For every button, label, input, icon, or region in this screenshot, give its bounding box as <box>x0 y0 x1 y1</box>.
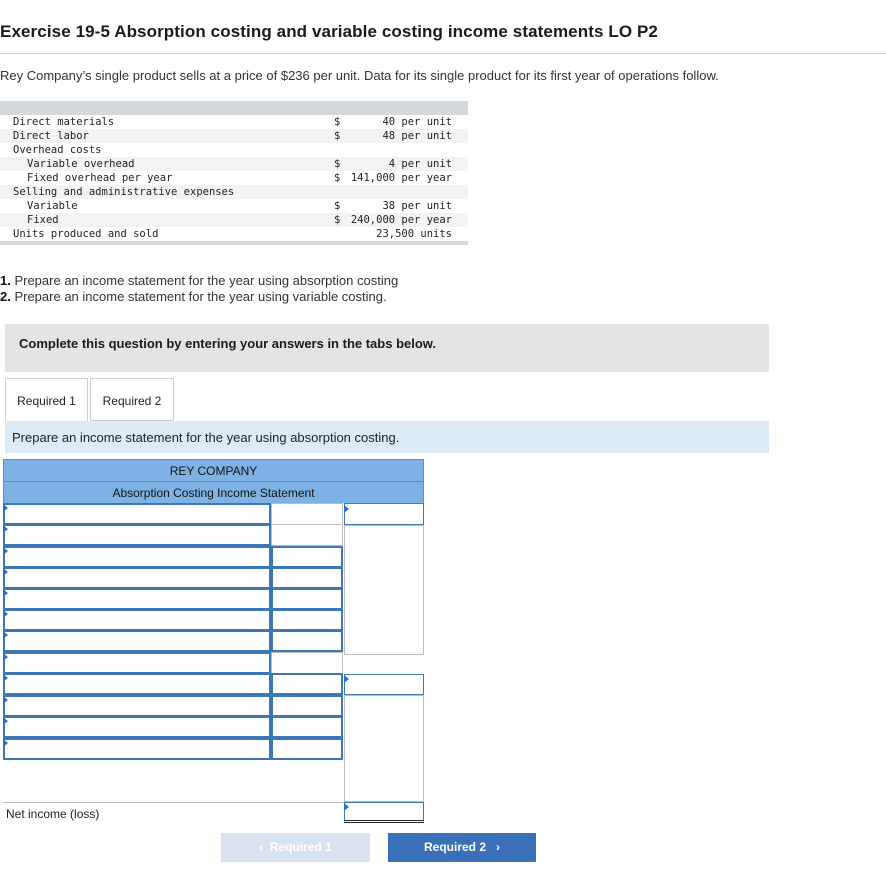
amount-input[interactable] <box>271 546 343 568</box>
dropdown-marker-icon <box>3 610 8 618</box>
tab-required-1-label: Required 1 <box>17 394 76 408</box>
tab-instruction-text: Prepare an income statement for the year using absorption costing. <box>12 430 400 445</box>
amount-input[interactable] <box>271 609 343 631</box>
dropdown-marker-icon <box>3 547 8 555</box>
amount-input[interactable] <box>271 588 343 610</box>
account-label-input[interactable] <box>3 716 271 738</box>
data-row <box>0 185 468 199</box>
account-label-input[interactable] <box>3 695 271 717</box>
instructions-text: Complete this question by entering your answers in the tabs below. <box>19 336 437 351</box>
dropdown-marker-icon <box>3 696 8 704</box>
amount-input[interactable] <box>271 673 343 695</box>
data-row-label: Variable overhead <box>27 158 135 170</box>
company-name-header: REY COMPANY <box>3 459 424 481</box>
gross-profit-total-input[interactable] <box>344 674 424 695</box>
requirements-list <box>0 273 398 305</box>
amount-input[interactable] <box>271 716 343 738</box>
net-income-label: Net income (loss) <box>6 807 100 821</box>
chevron-right-icon: › <box>496 840 501 854</box>
dropdown-marker-icon <box>344 803 349 811</box>
data-row-label: Units produced and sold <box>13 228 159 240</box>
data-row-label: Fixed overhead per year <box>27 172 173 184</box>
amount-cell <box>271 524 343 546</box>
data-row <box>0 129 468 143</box>
data-row-value: 48 per unit <box>382 130 452 142</box>
chevron-left-icon: ‹ <box>259 840 264 854</box>
total-input[interactable] <box>344 503 424 525</box>
data-row <box>0 143 468 157</box>
net-income-input[interactable] <box>344 802 424 823</box>
data-row <box>0 157 468 171</box>
title-divider <box>0 53 886 54</box>
dropdown-marker-icon <box>3 674 8 682</box>
dropdown-marker-icon <box>344 675 349 683</box>
tab-required-1[interactable] <box>5 378 88 421</box>
given-data-table <box>0 101 468 245</box>
tab-required-2-label: Required 2 <box>102 394 162 408</box>
data-row-currency: $ <box>334 116 341 128</box>
account-label-input[interactable] <box>3 630 271 652</box>
data-row-value: 141,000 per year <box>350 172 452 184</box>
data-row-currency: $ <box>334 172 341 184</box>
amount-input[interactable] <box>271 630 343 652</box>
account-label-input[interactable] <box>3 609 271 631</box>
account-label-input[interactable] <box>3 652 271 674</box>
requirement-1: 1. Prepare an income statement for the year using absorption costing <box>0 273 399 288</box>
data-row <box>0 115 468 129</box>
total-column-blank <box>344 525 424 655</box>
net-income-row-label-cell <box>3 802 344 824</box>
amount-cell <box>271 503 343 525</box>
dropdown-marker-icon <box>3 739 8 747</box>
dropdown-marker-icon <box>3 589 8 597</box>
total-column-blank <box>344 695 424 802</box>
data-row-label: Direct labor <box>13 130 89 142</box>
account-label-input[interactable] <box>3 546 271 568</box>
account-label-input[interactable] <box>3 588 271 610</box>
page-title: Exercise 19-5 Absorption costing and variable costing income statements LO P2 <box>0 22 658 41</box>
dropdown-marker-icon <box>3 717 8 725</box>
data-row-value: 23,500 units <box>376 228 452 240</box>
next-required-button[interactable] <box>388 833 536 862</box>
data-row-value: 40 per unit <box>382 116 452 128</box>
amount-cell <box>271 652 343 674</box>
data-row-currency: $ <box>334 130 341 142</box>
data-row-label: Variable <box>27 200 78 212</box>
data-row-label: Direct materials <box>13 116 115 128</box>
data-row-currency: $ <box>334 214 341 226</box>
income-statement-form <box>3 459 424 823</box>
data-row <box>0 171 468 185</box>
data-row <box>0 213 468 227</box>
data-row-currency: $ <box>334 158 341 170</box>
data-row-currency: $ <box>334 200 341 212</box>
dropdown-marker-icon <box>3 568 8 576</box>
data-row-label: Fixed <box>27 214 59 226</box>
data-row-label: Overhead costs <box>13 144 102 156</box>
data-row <box>0 199 468 213</box>
data-row-value: 4 per unit <box>388 158 452 170</box>
next-button-label: Required 2 <box>423 840 486 854</box>
data-row <box>0 227 468 241</box>
account-label-input[interactable] <box>3 673 271 695</box>
data-row-value: 240,000 per year <box>350 214 452 226</box>
data-row-label: Selling and administrative expenses <box>13 186 235 198</box>
previous-required-button[interactable] <box>221 833 370 862</box>
dropdown-marker-icon <box>3 504 8 512</box>
previous-button-label: Required 1 <box>269 840 332 854</box>
dropdown-marker-icon <box>3 653 8 661</box>
amount-input[interactable] <box>271 567 343 589</box>
statement-title-header: Absorption Costing Income Statement <box>3 481 424 503</box>
amount-input[interactable] <box>271 738 343 760</box>
account-label-input[interactable] <box>3 738 271 760</box>
data-row-value: 38 per unit <box>382 200 452 212</box>
instructions-banner <box>5 324 769 372</box>
dropdown-marker-icon <box>3 631 8 639</box>
tab-required-2[interactable] <box>90 378 174 421</box>
intro-text: Rey Company’s single product sells at a price of $236 per unit. Data for its single product for its first year of operations follow. <box>0 68 719 83</box>
dropdown-marker-icon <box>3 525 8 533</box>
amount-input[interactable] <box>271 695 343 717</box>
account-label-input[interactable] <box>3 524 271 546</box>
tab-instruction-bar <box>5 421 769 453</box>
dropdown-marker-icon <box>344 505 349 513</box>
account-label-input[interactable] <box>3 567 271 589</box>
account-label-input[interactable] <box>3 503 271 525</box>
requirement-2: 2. Prepare an income statement for the year using variable costing. <box>0 289 387 304</box>
